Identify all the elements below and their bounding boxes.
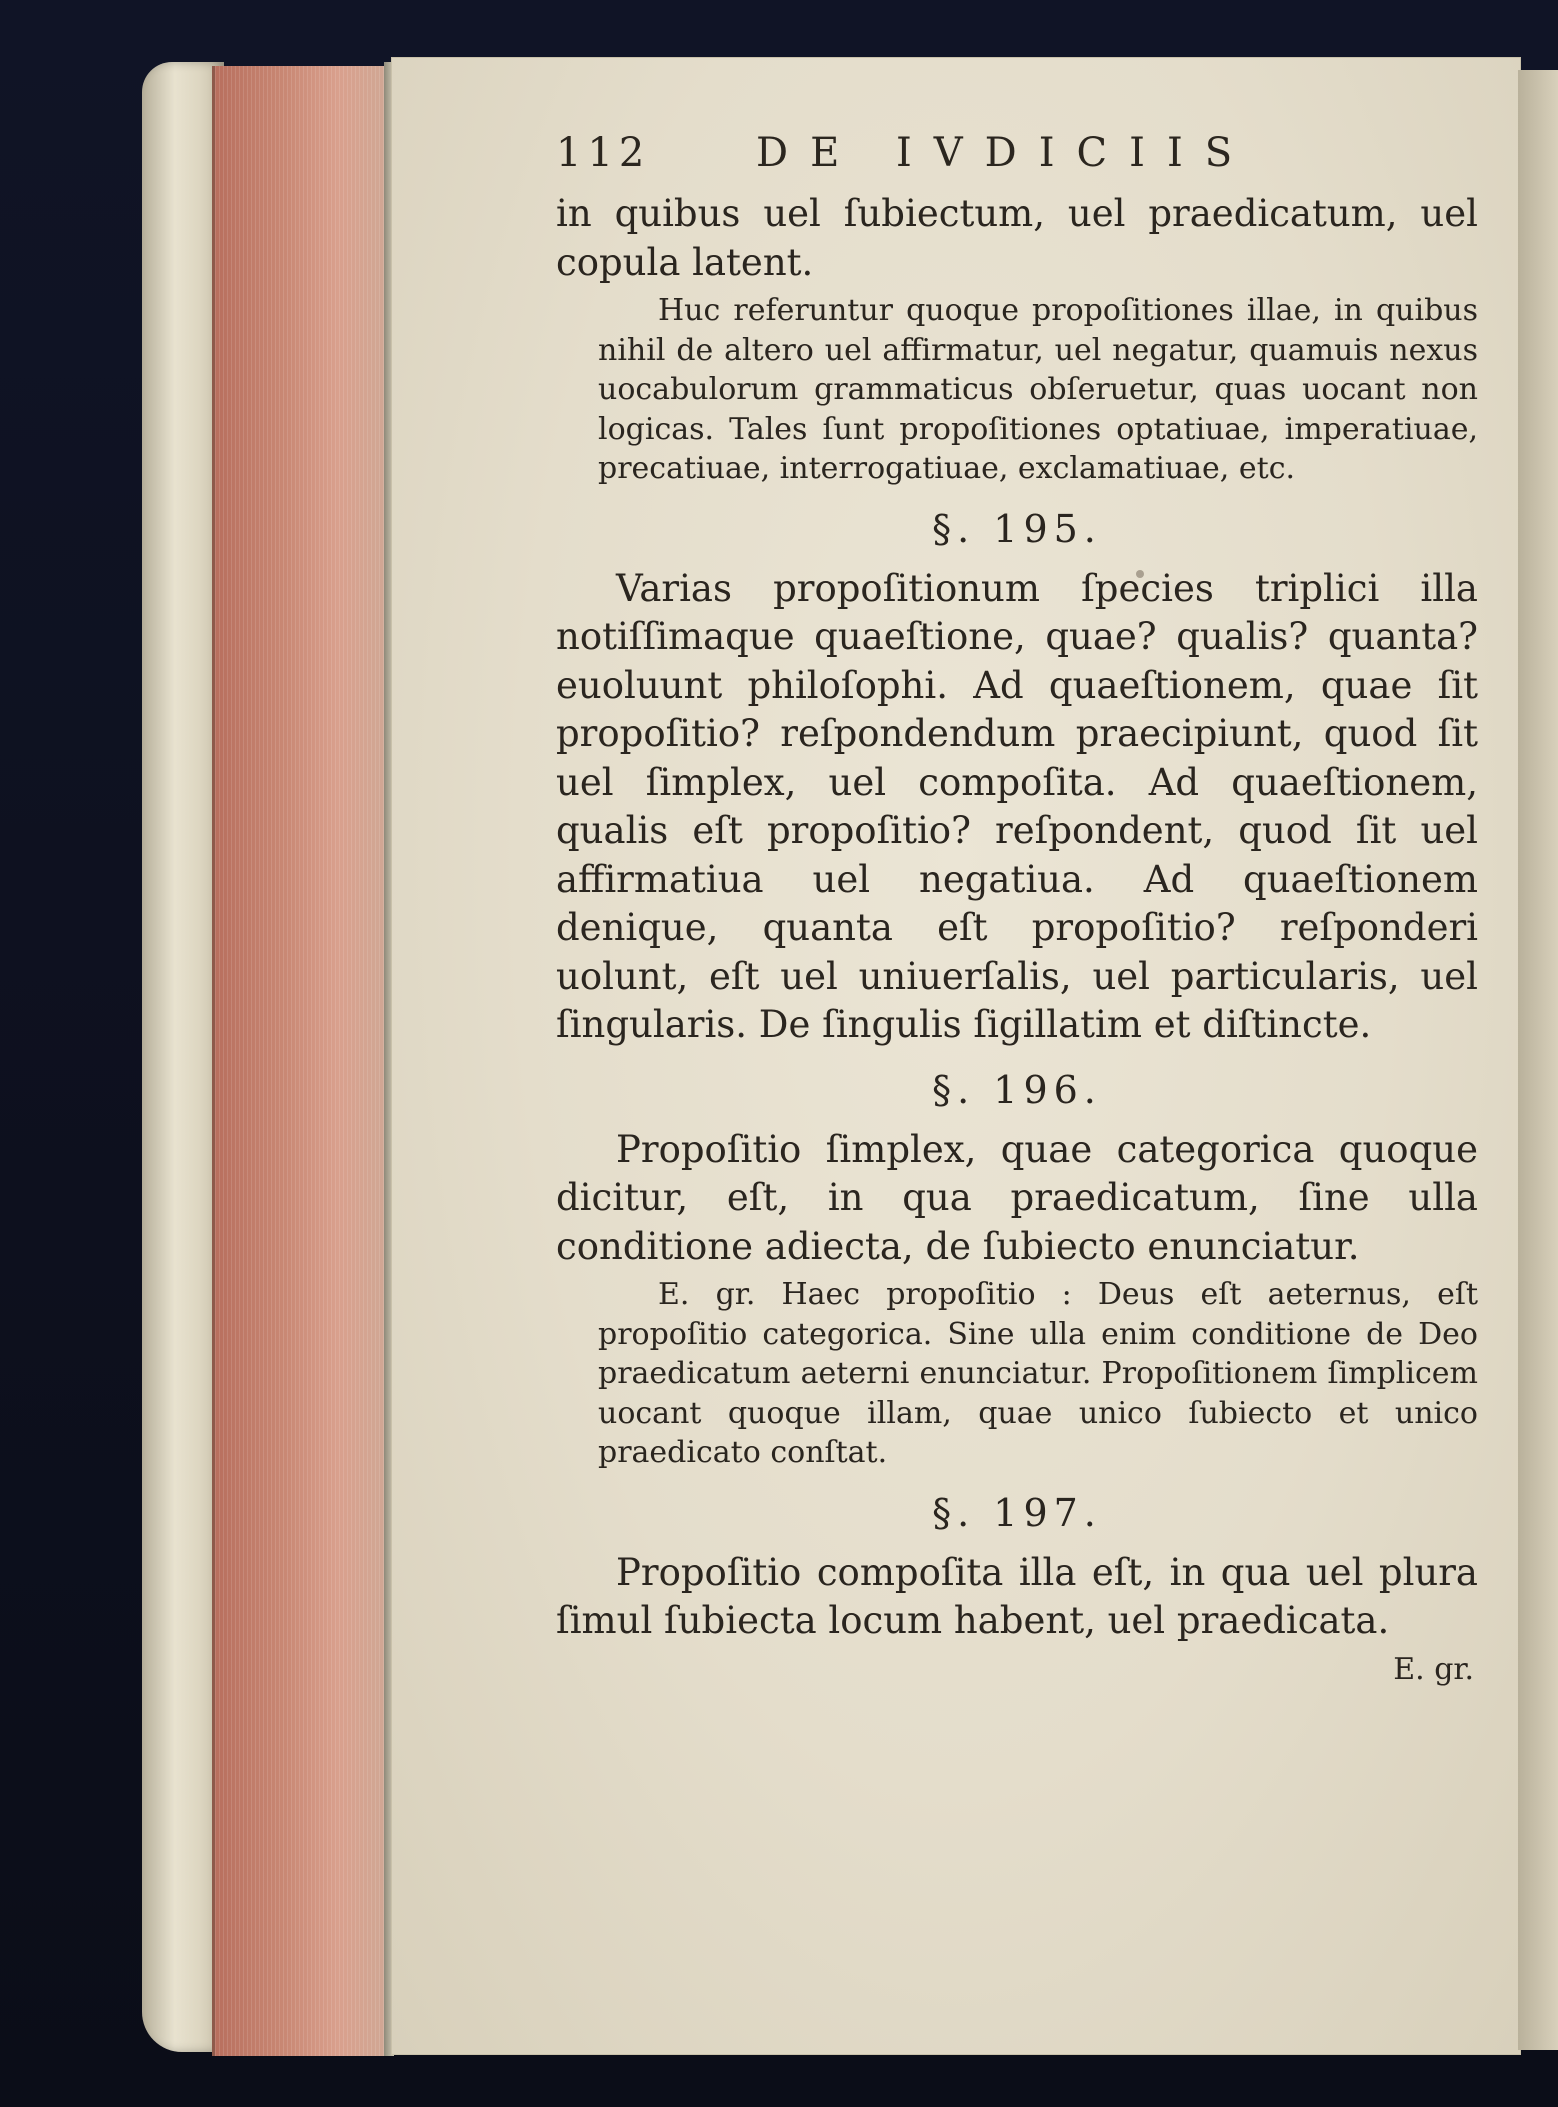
page-content	[556, 120, 1478, 1687]
running-title: DE IVDICIIS	[756, 130, 1255, 176]
section-heading-196: §. 196.	[932, 1067, 1102, 1112]
note-196: E. gr. Haec propoſitio : Deus eſt aeternus, eſt propoſitio categorica. Sine ulla enim conditione de Deo praedicatum aeterni enunciatur. Propoſitionem ſimplicem uocant quoque illam, quae unico ſubiecto et unico praedicato conſtat.	[598, 1277, 1478, 1470]
paragraph-196: Propoſitio ſimplex, quae categorica quoque dicitur, eſt, in qua praedicatum, ſine ulla conditione adiecta, de ſubiecto enunciatur.	[556, 1127, 1478, 1268]
catchword: E. gr.	[1393, 1651, 1474, 1687]
page-number: 112	[556, 130, 651, 176]
section-heading-195: §. 195.	[932, 506, 1102, 551]
facing-page-edge	[1518, 70, 1558, 2050]
paragraph-continuation: in quibus uel ſubiectum, uel praedicatum, uel copula latent.	[556, 192, 1478, 284]
note-paragraph: Huc referuntur quoque propoſitiones illae, in quibus nihil de altero uel affirmatur, uel negatur, quamuis nexus uocabulorum grammaticus obſeruetur, quas uocant non logicas. Tales ſunt propoſitiones optatiuae, imperatiuae, precatiuae, interrogatiuae, exclamatiuae, etc.	[598, 293, 1478, 486]
paragraph-195: Varias propoſitionum ſpecies triplici illa notiſſimaque quaeſtione, quae? qualis? quanta? euoluunt philoſophi. Ad quaeſtionem, quae ſit propoſitio? reſpondendum praecipiunt, quod ſit uel ſimplex, uel compoſita. Ad quaeſtionem, qualis eſt propoſitio? reſpondent, quod ſit uel affirmatiua uel negatiua. Ad quaeſtionem denique, quanta eſt propoſitio? reſponderi uolunt, eſt uel uniuerſalis, uel particularis, uel ſingularis. De ſingulis ſigillatim et diſtincte.	[556, 566, 1478, 1046]
page-block-edge	[212, 66, 391, 2056]
section-heading-197: §. 197.	[932, 1490, 1102, 1535]
page-header	[556, 120, 1478, 190]
paragraph-197: Propoſitio compoſita illa eſt, in qua uel plura ſimul ſubiecta locum habent, uel praedicata.	[556, 1550, 1478, 1642]
